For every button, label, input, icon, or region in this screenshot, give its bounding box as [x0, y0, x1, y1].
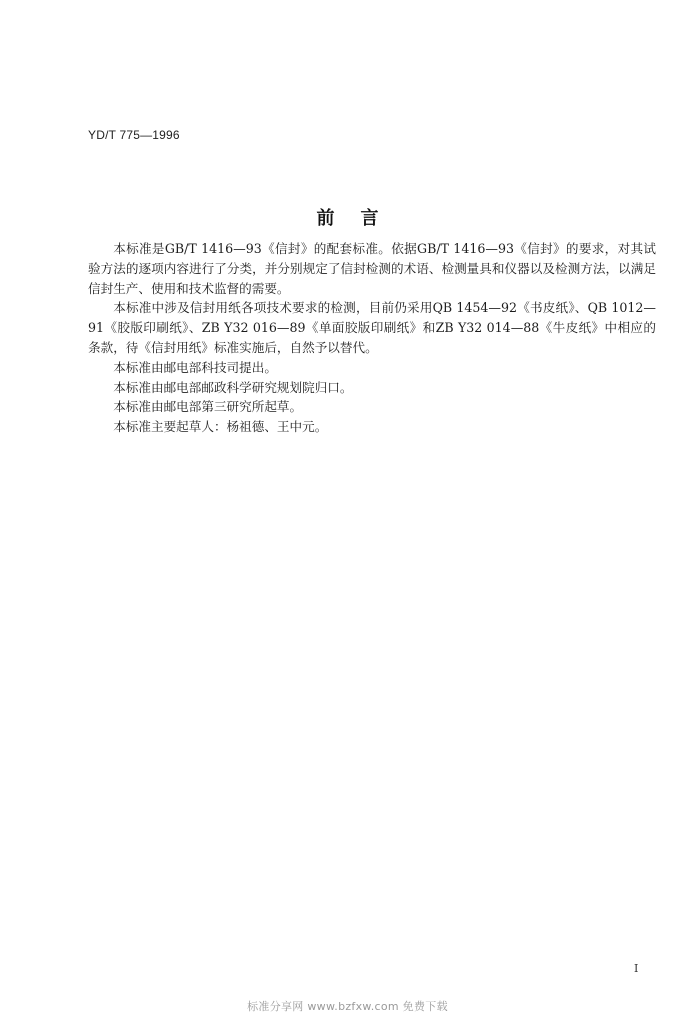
page-title: 前言: [316, 208, 405, 229]
paragraph-proposer: 本标准由邮电部科技司提出。: [113, 359, 277, 375]
page-number: I: [634, 962, 639, 975]
watermark-text: 标准分享网 www.bzfxw.com 免费下载: [247, 1000, 448, 1013]
document-code: YD/T 775—1996: [88, 128, 180, 142]
paragraph-paper-tests: 本标准中涉及信封用纸各项技术要求的检测，目前仍采用QB 1454—92《书皮纸》、QB 1012—91《胶版印刷纸》、ZB Y32 016—89《单面胶版印刷纸》和ZB Y32 014—88《牛皮纸》中相应的条款，待《信封用纸》标准实施后，自然予以替代。: [88, 300, 656, 355]
paragraph-scope: 本标准是GB/T 1416—93《信封》的配套标准。依据GB/T 1416—93《信封》的要求，对其试验方法的逐项内容进行了分类，并分别规定了信封检测的术语、检测量具和仪器以及检测方法，以满足信封生产、使用和技术监督的需要。: [88, 241, 656, 296]
paragraph-main-drafters: 本标准主要起草人：杨祖德、王中元。: [113, 419, 328, 435]
paragraph-drafter: 本标准由邮电部第三研究所起草。: [113, 399, 303, 415]
paragraph-centralized: 本标准由邮电部邮政科学研究规划院归口。: [113, 379, 353, 395]
foreword-body: [88, 239, 656, 437]
